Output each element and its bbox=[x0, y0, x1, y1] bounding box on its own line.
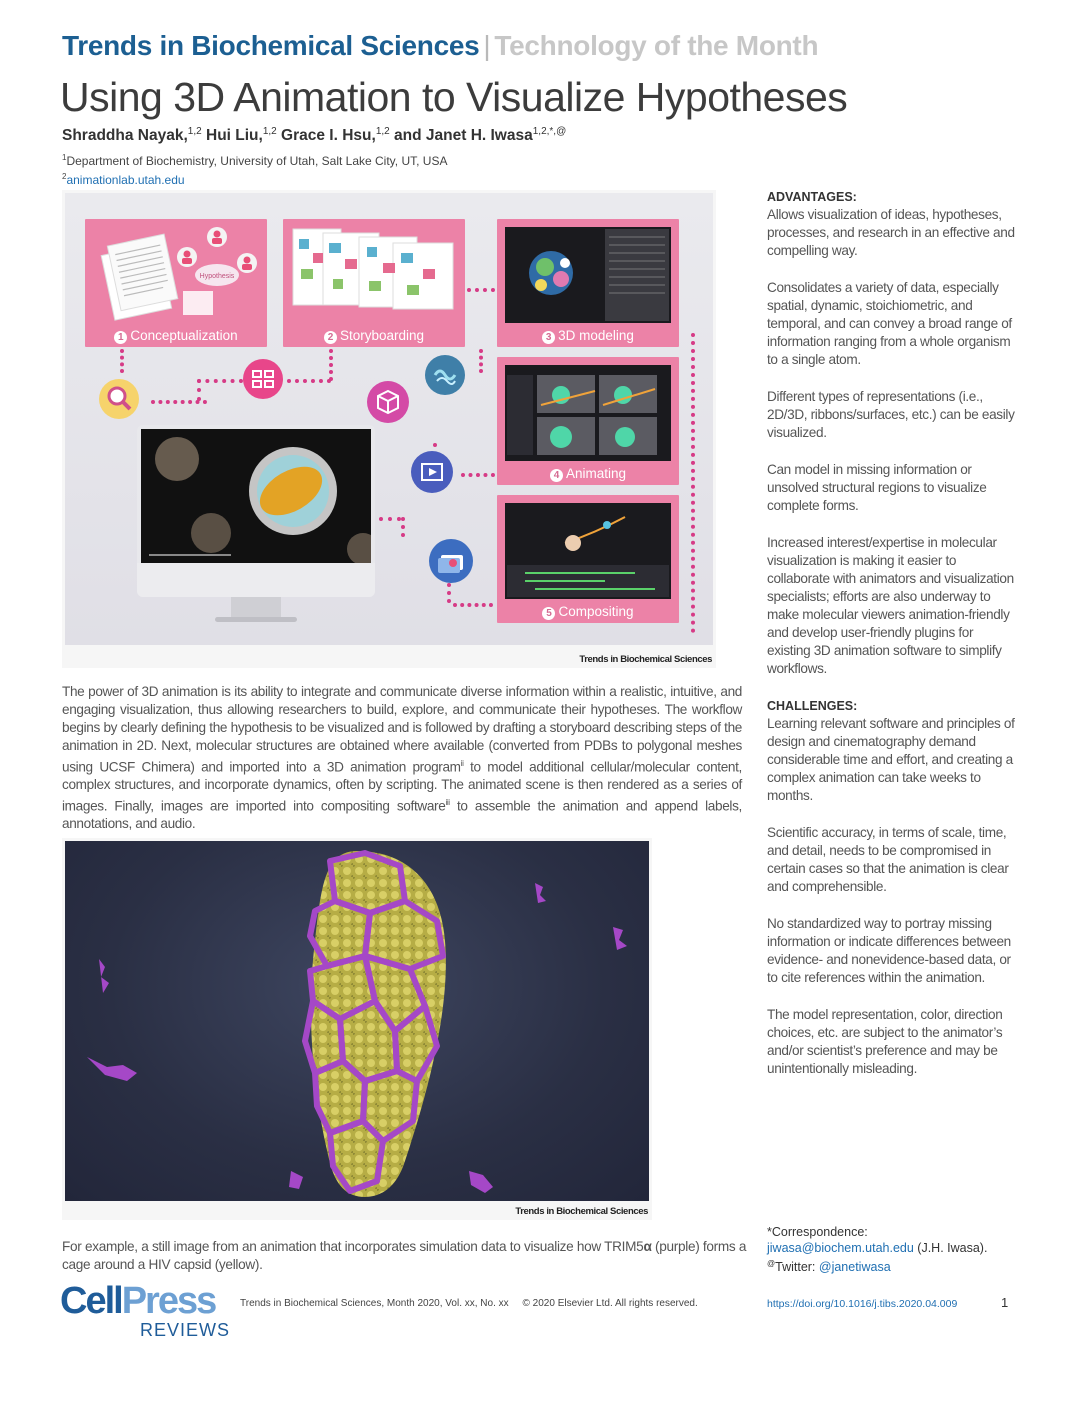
footer-citation: Trends in Biochemical Sciences, Month 2020, Vol. xx, No. xx © 2020 Elsevier Ltd. All rights reserved. bbox=[240, 1298, 698, 1309]
trim5a-cage-illustration bbox=[65, 841, 649, 1201]
step-3-label bbox=[497, 328, 679, 344]
advantage-item: Can model in missing information or unsolved structural regions to visualize complete forms. bbox=[767, 462, 987, 513]
twitter-handle-link[interactable]: @janetiwasa bbox=[818, 1260, 891, 1275]
journal-name: Trends in Biochemical Sciences bbox=[62, 30, 480, 61]
connector-5-down bbox=[401, 517, 405, 537]
monitor-base bbox=[215, 617, 297, 622]
step-1-label bbox=[85, 328, 267, 344]
film-clip-icon bbox=[411, 451, 453, 493]
workflow-figure bbox=[62, 190, 716, 668]
step-3-text: 3D modeling bbox=[558, 328, 634, 343]
challenge-item: The model representation, color, direction choices, etc. are subject to the animator’s and/or scientist’s preference and may be unintentionally misleading. bbox=[767, 1007, 1003, 1076]
hypothesis-tag: Hypothesis bbox=[199, 273, 235, 280]
author-1-affil: 1,2 bbox=[187, 126, 202, 137]
animating-viewports bbox=[505, 365, 671, 461]
affiliations bbox=[62, 150, 447, 188]
connector-3-down bbox=[479, 349, 483, 373]
monitor-chin bbox=[137, 563, 375, 597]
advantages-heading: ADVANTAGES: bbox=[767, 190, 857, 204]
doi-link[interactable]: https://doi.org/10.1016/j.tibs.2020.04.009 bbox=[767, 1298, 958, 1310]
protein-structure-icon bbox=[425, 355, 465, 395]
compositing-timeline bbox=[505, 503, 671, 599]
step-4-text: Animating bbox=[565, 466, 627, 481]
step-3d-modeling-panel bbox=[497, 219, 679, 347]
logo-reviews-text: REVIEWS bbox=[140, 1320, 231, 1340]
figure-2-credit: Trends in Biochemical Sciences bbox=[515, 1206, 648, 1217]
connector-to-monitor bbox=[379, 517, 401, 521]
connector-1-top bbox=[197, 379, 243, 383]
author-3-affil: 1,2 bbox=[375, 126, 390, 137]
affiliation-1 bbox=[62, 150, 447, 169]
cellpress-wordmark bbox=[60, 1282, 230, 1320]
3d-modeling-screenshot bbox=[505, 227, 671, 323]
body-text-part-1: The power of 3D animation is its ability to integrate and communicate diverse information within a realistic, intuitive, and engaging visualization, thus allowing researchers to build, explore, and communicate their hypotheses. The workflow begins by clearly defining the hypothesis to be visualized and is followed by drafting a storyboard describing steps of the animation in 2D. Next, molecular structures are obtained where available (converted from PDBs to polygonal meshes using UCSF Chimera) and imported into a 3D animation program bbox=[62, 684, 742, 775]
section-name: Technology of the Month bbox=[494, 30, 819, 61]
correspondence-author: (J.H. Iwasa). bbox=[913, 1241, 988, 1255]
advantages-challenges-sidebar bbox=[767, 188, 1017, 1097]
advantage-item: Increased interest/expertise in molecular visualization is making it easier to collaborate with animators and visualization specialists; efforts are also underway to make molecular viewers animation-friendly and develop user-friendly plugins for existing 3D animation software to simplify workflows. bbox=[767, 535, 1014, 676]
connector-4-right bbox=[461, 473, 495, 477]
footnote-ref-iii[interactable]: iii bbox=[445, 797, 450, 807]
step-storyboarding-panel bbox=[283, 219, 465, 347]
affiliation-1-text: Department of Biochemistry, University of Utah, Salt Lake City, UT, USA bbox=[66, 154, 448, 168]
figure-2-caption bbox=[62, 1238, 752, 1273]
capsid-figure bbox=[62, 838, 652, 1220]
monitor-stand bbox=[231, 597, 281, 619]
step-2-text: Storyboarding bbox=[339, 328, 425, 343]
correspondence-email-line bbox=[767, 1240, 1017, 1256]
header-separator: | bbox=[483, 30, 491, 61]
affiliation-2-num: 2 bbox=[62, 172, 67, 181]
animating-screenshot bbox=[505, 365, 671, 461]
twitter-line bbox=[767, 1256, 1017, 1275]
monitor bbox=[137, 425, 375, 597]
author-list bbox=[62, 126, 566, 145]
workflow-figure-canvas bbox=[65, 193, 713, 645]
step-1-number: 1 bbox=[114, 331, 127, 344]
advantage-item: Allows visualization of ideas, hypotheses, processes, and research in an effective and compelling way. bbox=[767, 207, 1015, 258]
author-1: Shraddha Nayak, bbox=[62, 127, 188, 145]
figure-1-credit: Trends in Biochemical Sciences bbox=[579, 654, 712, 665]
lab-website-link[interactable]: animationlab.utah.edu bbox=[66, 173, 185, 187]
affiliation-1-num: 1 bbox=[62, 153, 67, 162]
caption-text-end: (purple) forms a cage around a HIV capsid (yellow). bbox=[62, 1239, 747, 1272]
caption-alpha-symbol: α bbox=[643, 1239, 652, 1254]
step-3-number: 3 bbox=[542, 331, 555, 344]
3d-modeling-viewport bbox=[505, 227, 671, 323]
storyboarding-illustration bbox=[283, 219, 465, 329]
author-4: and Janet H. Iwasa bbox=[394, 127, 533, 145]
connector-2-3 bbox=[467, 288, 495, 292]
author-4-affil: 1,2,*,@ bbox=[532, 126, 567, 137]
author-2-affil: 1,2 bbox=[262, 126, 277, 137]
correspondence-label: *Correspondence: bbox=[767, 1225, 868, 1239]
storyboard-grid-icon bbox=[243, 359, 283, 399]
journal-header bbox=[62, 30, 818, 62]
step-5-label bbox=[497, 604, 679, 620]
twitter-marker: @ bbox=[767, 1259, 776, 1268]
twitter-label: Twitter: bbox=[775, 1260, 819, 1275]
advantage-item: Different types of representations (i.e., 2D/3D, ribbons/surfaces, etc.) can be easily visualized. bbox=[767, 389, 1015, 440]
3d-cube-icon bbox=[367, 381, 409, 423]
connector-2-up bbox=[329, 349, 333, 381]
affiliation-2 bbox=[62, 169, 447, 188]
cellpress-logo bbox=[60, 1282, 230, 1340]
capsid-animation-still bbox=[141, 429, 371, 563]
author-3: Grace I. Hsu, bbox=[281, 127, 376, 145]
author-2: Hui Liu, bbox=[206, 127, 263, 145]
body-paragraph bbox=[62, 683, 742, 833]
challenge-item: Learning relevant software and principles of design and cinematography demand considerable time and effort, and creating a complex animation can take weeks to months. bbox=[767, 716, 1015, 803]
challenge-item: No standardized way to portray missing information or indicate differences between evidence- and nonevidence-based data, or to cite references within the animation. bbox=[767, 916, 1011, 985]
connector-2-left bbox=[287, 379, 331, 383]
connector-5-right bbox=[453, 603, 493, 607]
logo-cell-text: Cell bbox=[60, 1280, 122, 1322]
caption-text-start: For example, a still image from an animation that incorporates simulation data to visualize how TRIM5 bbox=[62, 1239, 644, 1254]
connector-right-spine bbox=[691, 333, 695, 633]
footnote-ref-ii[interactable]: ii bbox=[460, 758, 464, 768]
step-5-text: Compositing bbox=[558, 604, 634, 619]
correspondence-email-link[interactable]: jiwasa@biochem.utah.edu bbox=[767, 1241, 914, 1255]
step-2-number: 2 bbox=[324, 331, 337, 344]
video-stack-icon bbox=[429, 539, 473, 583]
challenge-item: Scientific accuracy, in terms of scale, time, and detail, needs to be compromised in certain cases so that the animation is clear and comprehensible. bbox=[767, 825, 1009, 894]
advantage-item: Consolidates a variety of data, especially spatial, dynamic, stoichiometric, and temporal, and can convey a broad range of information ranging from a whole organism to a single atom. bbox=[767, 280, 1012, 367]
capsid-render bbox=[65, 841, 649, 1201]
step-compositing-panel bbox=[497, 495, 679, 623]
page-number: 1 bbox=[1001, 1295, 1009, 1310]
step-4-number: 4 bbox=[550, 469, 563, 482]
step-conceptualization-panel bbox=[85, 219, 267, 347]
article-title: Using 3D Animation to Visualize Hypotheses bbox=[60, 74, 848, 120]
step-5-number: 5 bbox=[542, 607, 555, 620]
step-1-text: Conceptualization bbox=[130, 328, 238, 343]
correspondence-block bbox=[767, 1224, 1017, 1275]
logo-press-text: Press bbox=[121, 1280, 216, 1322]
step-4-label bbox=[497, 466, 679, 482]
body-text-part-3: to assemble the animation and append labels, annotations, and audio. bbox=[62, 798, 742, 832]
compositing-screenshot bbox=[505, 503, 671, 599]
conceptualization-illustration bbox=[85, 219, 267, 329]
body-text-part-2: to model additional cellular/molecular content, complex structures, and incorporate dynamics, often by scripting. The animated scene is then rendered as a series of images. Finally, images are imported into compositing software bbox=[62, 759, 742, 814]
connector-1-down bbox=[120, 349, 124, 373]
step-2-label bbox=[283, 328, 465, 344]
challenges-heading: CHALLENGES: bbox=[767, 699, 858, 713]
step-animating-panel bbox=[497, 357, 679, 485]
magnifier-icon bbox=[99, 379, 139, 419]
monitor-screen bbox=[141, 429, 371, 563]
